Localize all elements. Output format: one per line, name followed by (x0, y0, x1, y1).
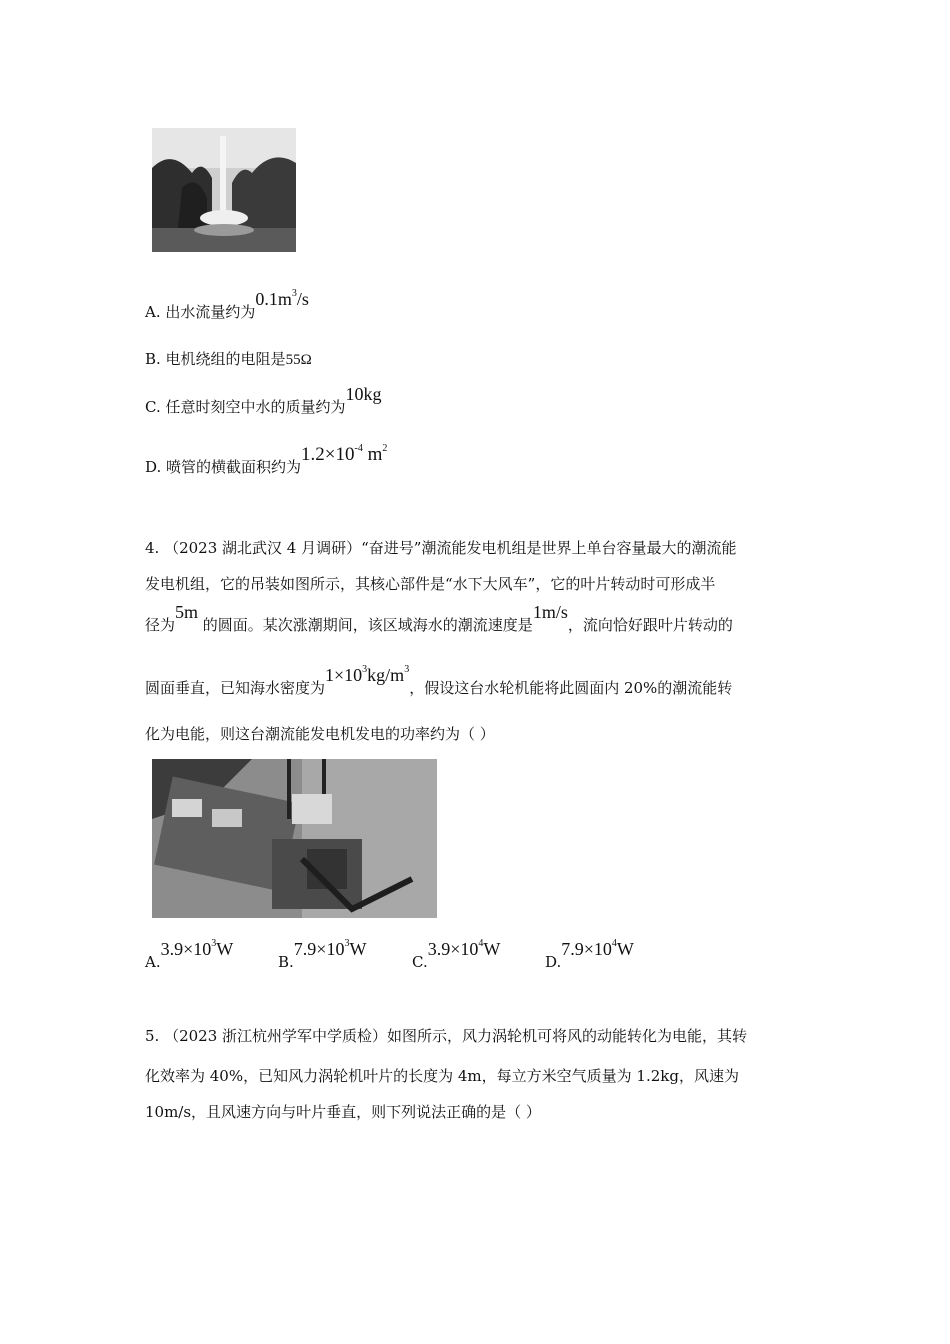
q4-option-c-math: 3.9×10 (427, 939, 479, 959)
option-a-sup: 3 (291, 288, 297, 299)
question-5-line-3: 10m/s，且风速方向与叶片垂直，则下列说法正确的是（ ） (145, 1103, 541, 1121)
option-a-math: 0.1m (255, 289, 292, 309)
q4-option-d-math: 7.9×10 (561, 939, 612, 959)
fountain-photo (152, 128, 296, 252)
q4-line4-m2: kg/m (367, 665, 405, 685)
option-b-math: 55Ω (285, 352, 312, 368)
q4-line4-a: 圆面垂直，已知海水密度为 (145, 679, 326, 697)
question-5-line-1: 5. （2023 浙江杭州学军中学质检）如图所示，风力涡轮机可将风的动能转化为电能，其转 (145, 1027, 748, 1045)
q4-option-b-sup: 3 (344, 938, 350, 949)
q4-option-a-math: 3.9×10 (160, 939, 212, 959)
question-4-line-5: 化为电能，则这台潮流能发电机发电的功率约为（ ） (145, 725, 495, 743)
option-d-tail: m (362, 444, 383, 465)
fountain-photo-graphic (152, 128, 296, 252)
q4-option-a-label: A. (145, 953, 161, 971)
q4-option-a-sup: 3 (211, 938, 217, 949)
q4-option-b-label: B. (278, 953, 294, 971)
q4-option-d-label: D. (545, 953, 562, 971)
q4-option-c-label: C. (412, 953, 428, 971)
q4-option-c-sup: 4 (478, 938, 484, 949)
option-a-label: A. 出水流量约为 (145, 303, 256, 321)
q4-line3-m1: 5m (175, 602, 199, 622)
q4-line3-a: 径为 (145, 616, 176, 634)
option-b (145, 348, 312, 369)
q4-option-c-tail: W (483, 939, 501, 959)
option-d-sup: -4 (354, 443, 363, 454)
question-4-line-2: 发电机组，它的吊装如图所示，其核心部件是“水下大风车”，它的叶片转动时可形成半 (145, 575, 716, 593)
q4-line4-sup: 3 (362, 664, 368, 675)
question-5 (145, 1026, 810, 1126)
option-c (145, 384, 382, 417)
turbine-hoisting-photo (152, 759, 437, 918)
option-a-tail: /s (296, 289, 309, 309)
option-d-label: D. 喷管的横截面积约为 (145, 458, 302, 476)
question-4-line-4 (145, 664, 733, 698)
question-5-line-2: 化效率为 40%，已知风力涡轮机叶片的长度为 4m，每立方米空气质量为 1.2kg，风速为 (145, 1067, 739, 1085)
turbine-hoisting-photo-graphic (152, 759, 437, 918)
q4-line3-b: 的圆面。某次涨潮期间，该区域海水的潮流速度是 (198, 616, 533, 634)
option-c-label: C. 任意时刻空中水的质量约为 (145, 398, 346, 416)
q4-option-d-sup: 4 (611, 938, 617, 949)
option-a (145, 288, 309, 322)
q4-option-b-math: 7.9×10 (293, 939, 345, 959)
q4-line4-b: ，假设这台水轮机能将此圆面内 20%的潮流能转 (409, 679, 733, 697)
q4-option-a-tail: W (216, 939, 234, 959)
question-4-line-1: 4. （2023 湖北武汉 4 月调研）“奋进号”潮流能发电机组是世界上单台容量最大的潮流能 (145, 539, 737, 557)
q4-option-b-tail: W (349, 939, 367, 959)
option-b-label: B. 电机绕组的电阻是 (145, 350, 286, 368)
option-d-math: 1.2×10 (301, 444, 355, 465)
q4-line3-m2: 1m/s (532, 602, 568, 622)
question-4 (145, 538, 810, 748)
q4-line4-m: 1×10 (325, 665, 363, 685)
q4-line3-c: ，流向恰好跟叶片转动的 (567, 616, 733, 634)
q4-line4-sup2: 3 (404, 664, 410, 675)
question-4-line-3 (145, 602, 733, 635)
option-d-sup2: 2 (382, 443, 388, 454)
option-c-math: 10kg (345, 384, 382, 404)
q4-option-d-tail: W (616, 939, 634, 959)
